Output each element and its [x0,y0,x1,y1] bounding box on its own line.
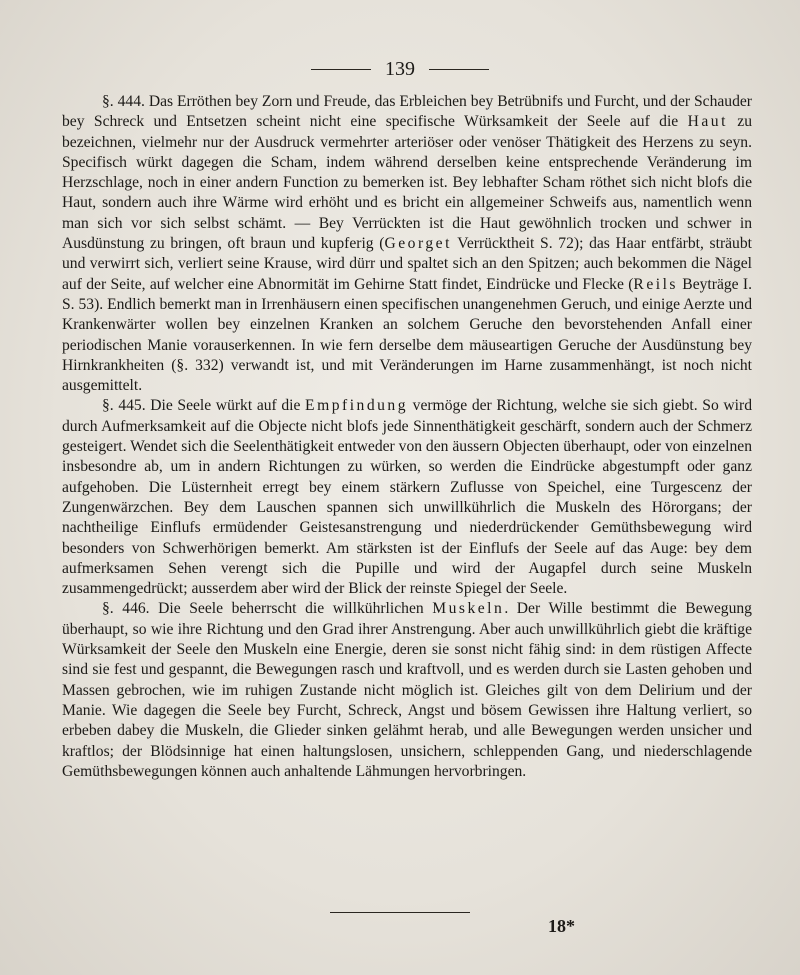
paragraph-444 [62,92,752,396]
spaced-name: Empfindung [305,397,409,415]
signature-mark: 18* [548,916,575,936]
page-number: 139 [385,58,415,80]
header-rule-right [429,69,489,70]
footer-rule [330,912,470,913]
spaced-name: Georget [384,235,452,253]
body-text [62,92,752,782]
header-rule-left [311,69,371,70]
spaced-name: Reils [633,275,678,293]
paragraph-446 [62,599,752,782]
page-header [0,58,800,81]
text-run: §. 445. Die Seele würkt auf die [102,397,306,415]
text-run: Beyträge I. S. 53). Endlich bemerkt man in Irrenhäusern einen specifischen unangenehmen Geruch, und einige Aerzte und Krankenwärter wollen bey einzelnen Kranken an solchem Geruche den bevorstehenden Anfall einer periodischen Manie vorauserkennen. In wie fern derselbe dem mäuseartigen Geruche der Ausdünstung bey Hirnkrankheiten (§. 332) verwandt ist, und mit Veränderungen im Harne zusammenhängt, ist noch nicht ausgemittelt. [62,275,752,395]
text-run: Verrücktheit S. 72); das Haar entfärbt, sträubt und verwirrt sich, verliert seine Krause, wird dürr und spaltet sich an den Spitzen; auch bekommen die Nägel auf der Seite, auf welcher eine Abnormität im Gehirne Statt findet, Eindrücke und Flecke ( [62,235,752,293]
spaced-name: Haut [687,113,728,131]
text-run: vermöge der Richtung, welche sie sich giebt. So wird durch Aufmerksamkeit auf die Objecte nicht blofs jede Sinnenthätigkeit geschärft, sondern auch der Schmerz gesteigert. Wendet sich die Seelenthätigkeit entweder von den äussern Objecten überhaupt, oder von einzelnen insbesondre ab, um in andern Richtungen zu würken, so werden die Eindrücke abgestumpft oder ganz aufgehoben. Die Lüsternheit erregt bey einem stärkern Zuflusse von Speichel, eine Turgescenz der Zungenwärzchen. Bey dem Lauschen spannen sich unwillkührlich die Muskeln des Hörorgans; der nachtheilige Einflufs ermüdender Geistesanstrengung und niederdrückender Gemüthsbewegung wird besonders von Schwerhörigen bemerkt. Am stärksten ist der Einflufs der Seele auf das Auge: bey dem aufmerksamen Sehen verengt sich die Pupille und wird der Augapfel durch seine Muskeln zusammengedrückt; ausserdem aber wird der Blick der reinste Spiegel der Seele. [62,397,752,598]
spaced-name: Muskeln [432,600,505,618]
text-run: . Der Wille bestimmt die Bewegung überhaupt, so wie ihre Richtung und den Grad ihrer Anstrengung. Aber auch unwillkührlich giebt die kräftige Würksamkeit der Seele den Muskeln eine Energie, deren sie sonst nicht fähig sind: in dem rüstigen Affecte sind sie fest und gespannt, die Bewegungen rasch und kraftvoll, und es werden durch sie Lasten gehoben und Massen gebrochen, wie im ruhigen Zustande nicht möglich ist. Gleiches gilt von dem Delirium und der Manie. Wie dagegen die Seele bey Furcht, Schreck, Angst und bösem Gewissen ihre Haltung verliert, so erbeben dabey die Muskeln, die Glieder sinken gelähmt herab, und alle Bewegungen werden unsicher und kraftlos; der Blödsinnige hat einen haltungslosen, unsichern, schleppenden Gang, und niederschlagende Gemüthsbewegungen können auch anhaltende Lähmungen hervorbringen. [62,600,752,780]
text-run: §. 444. Das Erröthen bey Zorn und Freude, das Erbleichen bey Betrübnifs und Furcht, und der Schauder bey Schreck und Entsetzen scheint nicht eine specifische Würksamkeit der Seele auf die [62,93,752,131]
text-run: §. 446. Die Seele beherrscht die willkührlichen [102,600,433,618]
text-run: zu bezeichnen, vielmehr nur der Ausdruck vermehrter arteriöser oder venöser Thätigkeit des Herzens zu seyn. Specifisch würkt dagegen die Scham, indem während derselben keine entsprechende Veränderung im Herzschlage, noch in einer andern Function zu bemerken ist. Bey lebhafter Scham röthet sich nicht blofs die Haut, sondern auch ihre Wärme wird erhöht und es bricht ein allgemeiner Schweifs aus, namentlich wenn man sich vor sich selbst schämt. — Bey Verrückten ist die Haut gewöhnlich trocken und schwer in Ausdünstung zu bringen, oft braun und kupferig ( [62,113,752,253]
paragraph-445 [62,396,752,599]
